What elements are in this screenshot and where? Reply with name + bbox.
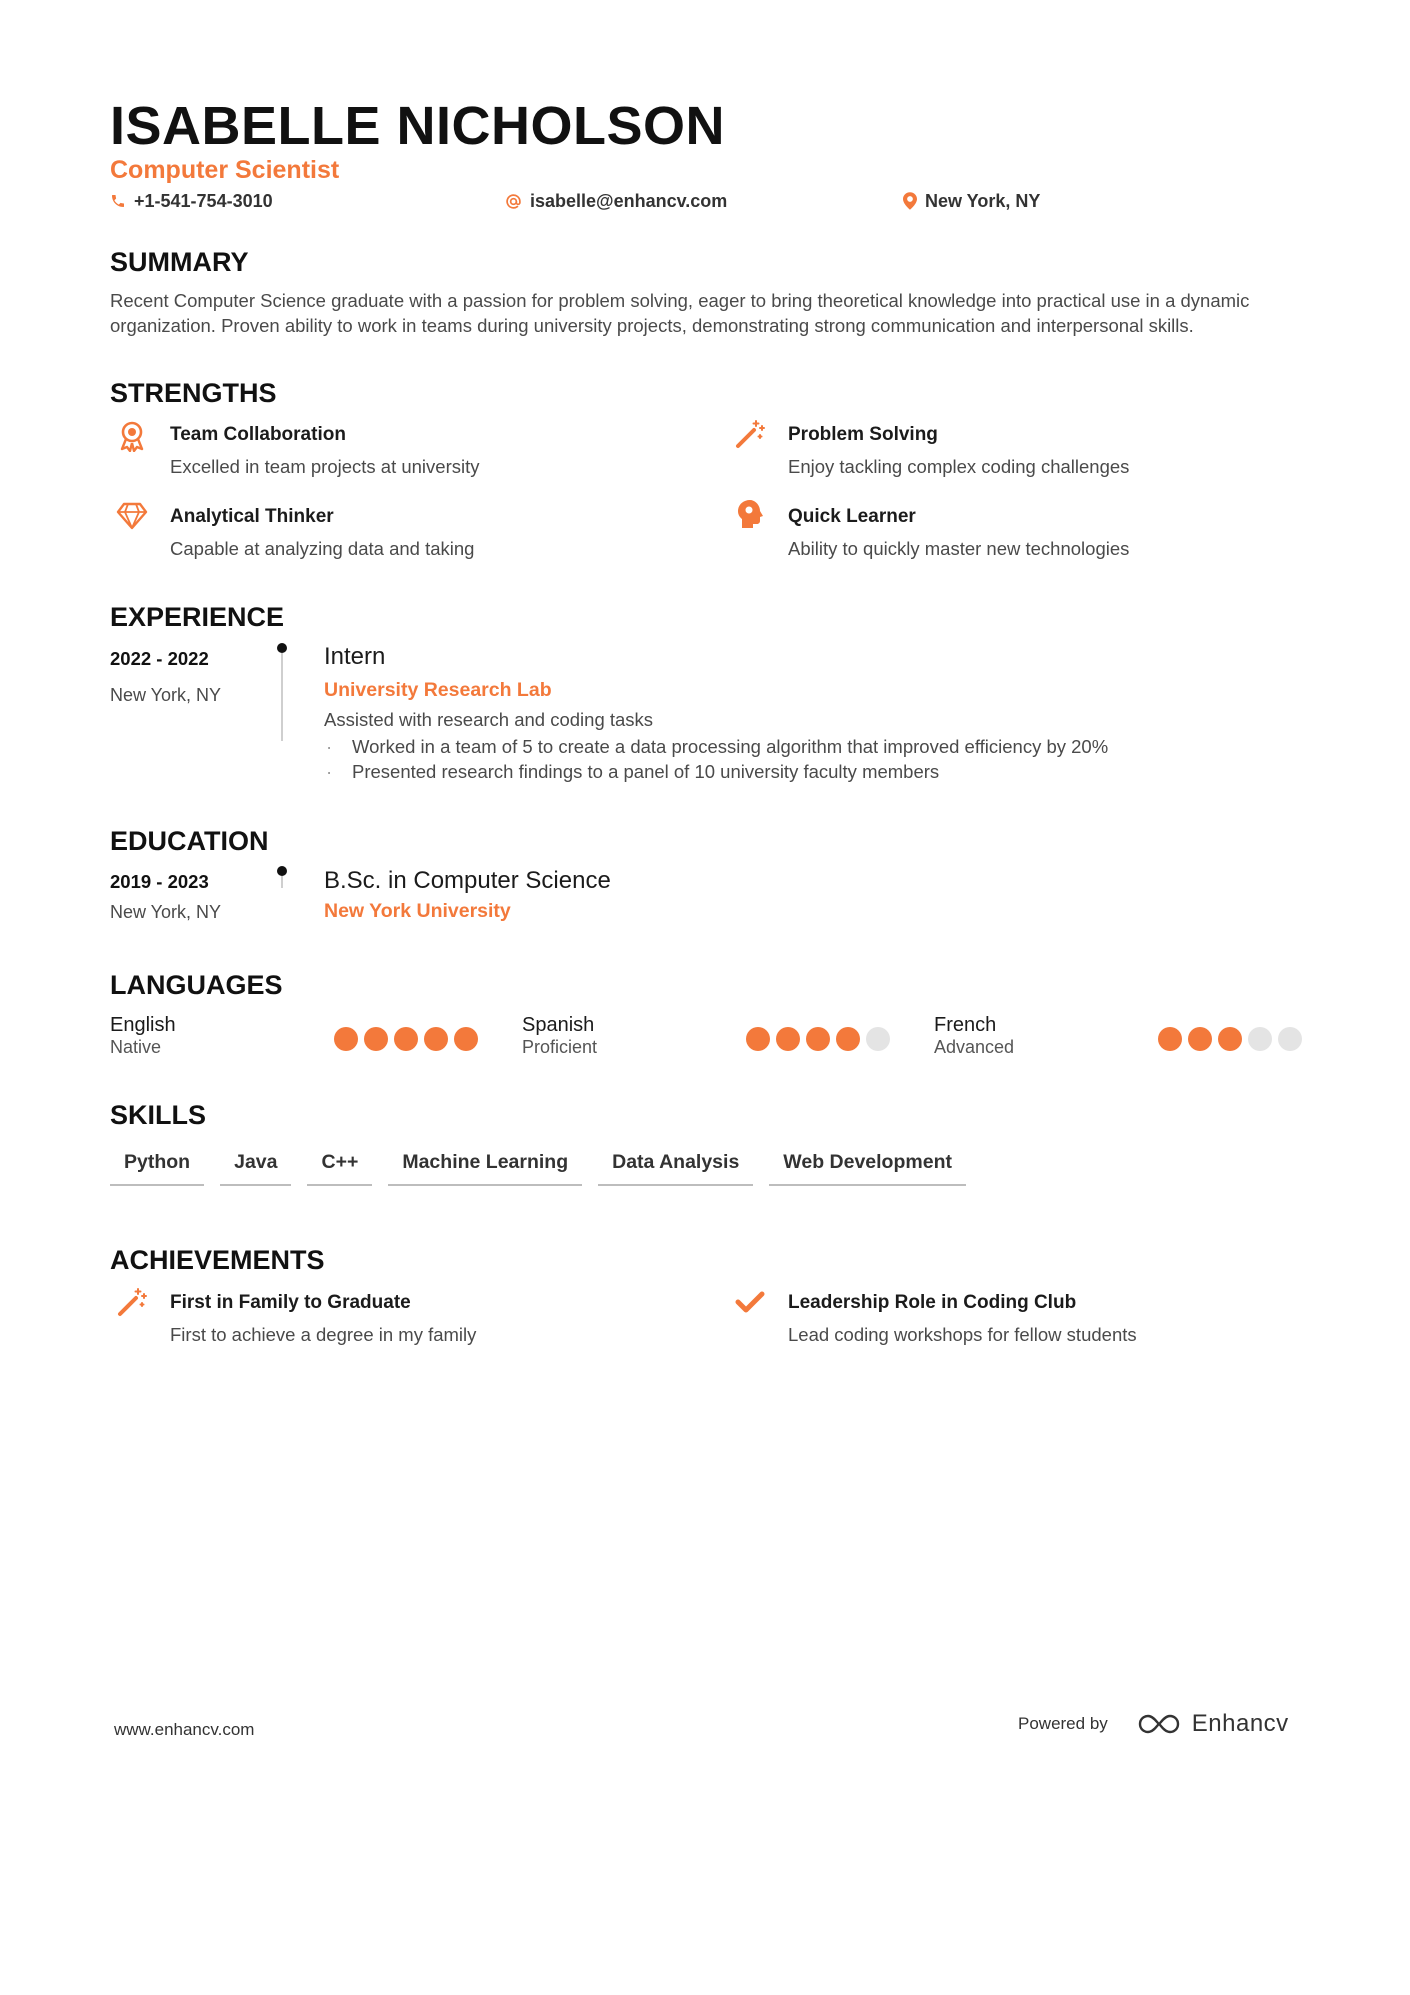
skill-tag: Data Analysis: [598, 1148, 753, 1186]
summary-title: SUMMARY: [110, 247, 249, 277]
language-name: French: [934, 1014, 997, 1036]
strength-title: Analytical Thinker: [170, 506, 334, 527]
language-level: Native: [110, 1037, 162, 1057]
phone-text: +1-541-754-3010: [134, 191, 273, 211]
skills-title: SKILLS: [110, 1100, 207, 1130]
language-name: English: [110, 1014, 176, 1036]
timeline-line: [281, 653, 283, 741]
footer-branding[interactable]: [1018, 1710, 1289, 1738]
achievement-desc: Lead coding workshops for fellow students: [788, 1324, 1137, 1345]
strength-title: Team Collaboration: [170, 424, 346, 445]
rating-dot-filled: [1218, 1027, 1242, 1051]
rating-dot-empty: [1248, 1027, 1272, 1051]
job-organization: University Research Lab: [324, 679, 552, 701]
contact-location: [903, 188, 1040, 214]
strength-desc: Ability to quickly master new technologies: [788, 538, 1130, 559]
rating-dot-filled: [746, 1027, 770, 1051]
timeline-dot: [277, 866, 287, 876]
language-level: Proficient: [522, 1037, 598, 1057]
job-description: Assisted with research and coding tasks: [324, 709, 654, 730]
footer-website-link[interactable]: www.enhancv.com: [114, 1720, 255, 1739]
strength-title: Problem Solving: [788, 424, 938, 445]
rating-dot-filled: [806, 1027, 830, 1051]
candidate-name: ISABELLE NICHOLSON: [110, 96, 726, 156]
award-ribbon-icon: [114, 418, 150, 454]
strength-desc: Enjoy tackling complex coding challenges: [788, 456, 1130, 477]
language-rating: [746, 1027, 890, 1051]
magic-wand-icon: [114, 1284, 150, 1320]
achievements-title: ACHIEVEMENTS: [110, 1245, 325, 1275]
rating-dot-filled: [836, 1027, 860, 1051]
job-bullet: · Presented research findings to a panel of 10 university faculty members: [326, 761, 940, 782]
achievement-title: First in Family to Graduate: [170, 1292, 411, 1313]
language-name: Spanish: [522, 1014, 595, 1036]
rating-dot-empty: [866, 1027, 890, 1051]
summary-text: Recent Computer Science graduate with a passion for problem solving, eager to bring theoretical knowledge into practical use in a dynamic organization. Proven ability to work in teams during university projects, demonstrating strong communication and interpersonal skills.: [110, 290, 1250, 336]
magic-wand-icon: [732, 416, 768, 452]
rating-dot-filled: [424, 1027, 448, 1051]
experience-dates: 2022 - 2022: [110, 648, 209, 669]
education-location: New York, NY: [110, 902, 222, 922]
brand-name: Enhancv: [1191, 1710, 1289, 1737]
rating-dot-filled: [334, 1027, 358, 1051]
rating-dot-filled: [364, 1027, 388, 1051]
skills-list: [110, 1148, 966, 1186]
language-rating: [1158, 1027, 1302, 1051]
language-level: Advanced: [934, 1037, 1015, 1057]
at-sign-icon: [505, 193, 522, 210]
school-name: New York University: [324, 900, 511, 922]
skill-tag: Machine Learning: [388, 1148, 582, 1186]
education-title: EDUCATION: [110, 826, 269, 856]
skill-tag: Web Development: [769, 1148, 966, 1186]
rating-dot-filled: [1158, 1027, 1182, 1051]
skill-tag: Python: [110, 1148, 204, 1186]
languages-title: LANGUAGES: [110, 970, 283, 1000]
powered-by-text: Powered by: [1018, 1714, 1108, 1733]
education-dates: 2019 - 2023: [110, 871, 209, 892]
experience-location: New York, NY: [110, 685, 222, 705]
contact-phone[interactable]: [110, 188, 273, 214]
candidate-role: Computer Scientist: [110, 156, 340, 184]
job-position: Intern: [324, 643, 386, 670]
checkmark-icon: [732, 1284, 768, 1320]
experience-title: EXPERIENCE: [110, 602, 285, 632]
strength-desc: Capable at analyzing data and taking: [170, 538, 475, 559]
map-pin-icon: [903, 192, 917, 210]
contact-email[interactable]: [505, 188, 727, 214]
rating-dot-filled: [394, 1027, 418, 1051]
email-text: isabelle@enhancv.com: [530, 191, 728, 211]
rating-dot-empty: [1278, 1027, 1302, 1051]
language-rating: [334, 1027, 478, 1051]
job-bullet: · Worked in a team of 5 to create a data processing algorithm that improved efficiency by 20%: [326, 736, 1109, 757]
rating-dot-filled: [1188, 1027, 1212, 1051]
timeline-line: [281, 876, 283, 888]
degree-title: B.Sc. in Computer Science: [324, 867, 611, 894]
skill-tag: Java: [220, 1148, 291, 1186]
phone-icon: [110, 193, 126, 209]
head-brain-icon: [732, 496, 768, 532]
achievement-desc: First to achieve a degree in my family: [170, 1324, 477, 1345]
strengths-title: STRENGTHS: [110, 378, 277, 408]
rating-dot-filled: [776, 1027, 800, 1051]
strength-desc: Excelled in team projects at university: [170, 456, 480, 477]
diamond-icon: [114, 498, 150, 534]
timeline-dot: [277, 643, 287, 653]
strength-title: Quick Learner: [788, 506, 916, 527]
skill-tag: C++: [307, 1148, 372, 1186]
rating-dot-filled: [454, 1027, 478, 1051]
achievement-title: Leadership Role in Coding Club: [788, 1292, 1077, 1313]
location-text: New York, NY: [925, 191, 1041, 211]
infinity-logo-icon: [1136, 1712, 1182, 1736]
brand-logo: [1136, 1710, 1289, 1738]
